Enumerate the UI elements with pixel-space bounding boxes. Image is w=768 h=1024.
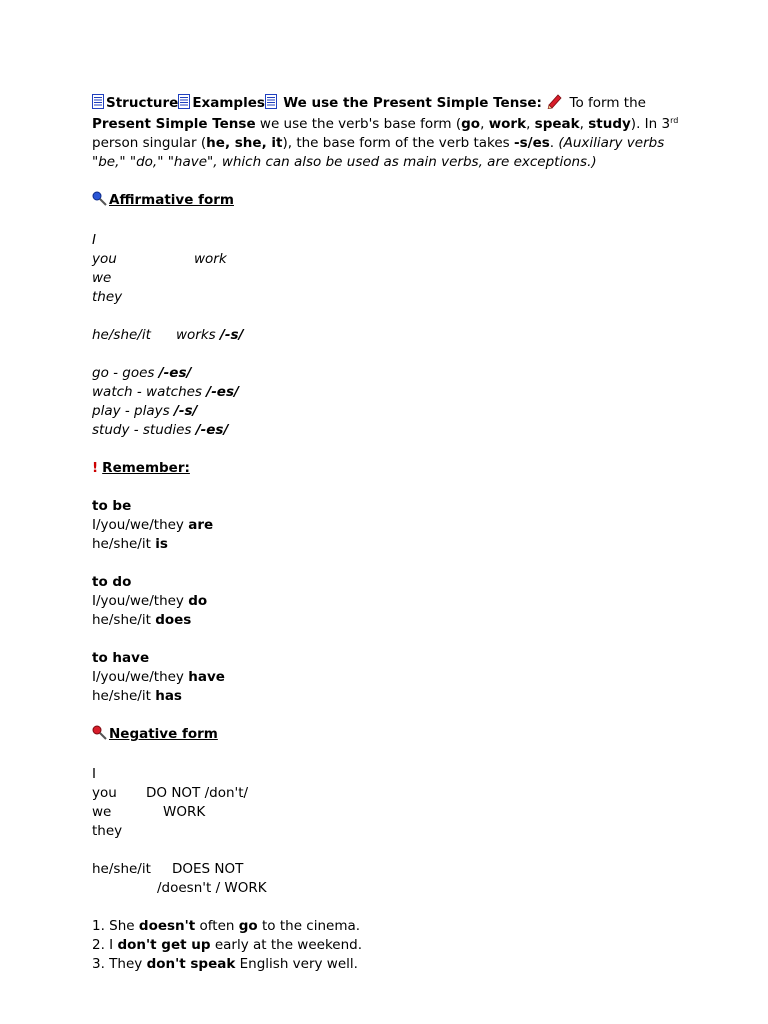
verb-suffix: /-s/ [173, 403, 198, 419]
sentence-bold: don't speak [146, 956, 236, 972]
pronoun: he/she/it [92, 861, 151, 877]
verb-suffix: /-es/ [158, 365, 192, 381]
verb-suffix: /-es/ [206, 384, 239, 400]
auxiliary-verb: DOES NOT [172, 861, 244, 877]
intro-verb: study [588, 116, 631, 132]
pronoun-list: I/you/we/they [92, 517, 189, 533]
example-text: watch - watches [92, 384, 207, 400]
remember-group-be [92, 497, 682, 554]
sentence-bold: doesn't [138, 918, 196, 934]
example-sentence [92, 917, 682, 936]
pronoun-list: he/she/it [92, 612, 156, 628]
document-page [92, 93, 682, 974]
intro-verb: work [488, 116, 527, 132]
pronoun: I [92, 232, 96, 248]
negative-examples [92, 917, 682, 974]
pronoun-list: he/she/it [92, 688, 156, 704]
pencil-icon [546, 93, 563, 115]
intro-text: , [526, 116, 535, 132]
intro-verb: speak [534, 116, 580, 132]
intro-text: . [549, 135, 559, 151]
auxiliary-verb: DO NOT /don't/ [146, 785, 249, 801]
pronoun: we [92, 270, 112, 286]
remember-heading [92, 459, 682, 478]
remember-group-do [92, 573, 682, 630]
sentence-text: 3. They [92, 956, 147, 972]
document-icon [178, 94, 190, 115]
sentence-bold: don't get up [117, 937, 211, 953]
affirmative-heading [92, 191, 682, 212]
examples-link[interactable]: Examples [192, 95, 265, 111]
intro-heading: We use the Present Simple Tense: [283, 95, 542, 111]
intro-text: ). In 3 [630, 116, 671, 132]
exclamation-icon: ! [92, 460, 99, 476]
verb-form: do [188, 593, 208, 609]
verb-suffix: /-s/ [220, 327, 244, 343]
sentence-text: to the cinema. [257, 918, 361, 934]
verb-form: have [188, 669, 225, 685]
affirmative-third-person [92, 326, 682, 345]
negative-heading-label: Negative form [109, 726, 218, 742]
verb-form: does [155, 612, 192, 628]
pronoun-list: I/you/we/they [92, 593, 189, 609]
verb-title: to be [92, 498, 132, 514]
verb-title: to have [92, 650, 150, 666]
pronoun: he/she/it [92, 327, 151, 343]
verb-form: are [188, 517, 214, 533]
intro-bold: Present Simple Tense [92, 116, 256, 132]
example-sentence [92, 936, 682, 955]
intro-verb: go [461, 116, 481, 132]
magnifier-icon [92, 191, 107, 212]
pronoun: they [92, 289, 123, 305]
example-line [92, 421, 682, 440]
negative-table [92, 765, 682, 841]
structure-link[interactable]: Structure [106, 95, 179, 111]
verb-form: work [194, 251, 227, 267]
affirmative-examples [92, 364, 682, 440]
intro-superscript: rd [670, 116, 679, 125]
intro-text: , [480, 116, 489, 132]
intro-text: , [579, 116, 589, 132]
pronoun: I [92, 766, 96, 782]
verb-form: WORK [163, 804, 206, 820]
sentence-text: 1. She [92, 918, 139, 934]
example-line [92, 402, 682, 421]
pronoun-list: he/she/it [92, 536, 156, 552]
intro-text: ), the base form of the verb takes [282, 135, 515, 151]
verb-title: to do [92, 574, 132, 590]
intro-bold: he, she, it [206, 135, 283, 151]
remember-heading-label: Remember: [102, 460, 190, 476]
example-text: go - goes [92, 365, 159, 381]
intro-text: To form the [565, 95, 646, 111]
intro-text: we use the verb's base form ( [255, 116, 462, 132]
example-text: play - plays [92, 403, 174, 419]
document-icon [92, 94, 104, 115]
document-icon [265, 94, 277, 115]
affirmative-table [92, 231, 682, 307]
verb-form: is [155, 536, 168, 552]
pin-icon [92, 725, 107, 746]
pronoun: you [92, 785, 117, 801]
negative-heading [92, 725, 682, 746]
sentence-bold: go [238, 918, 258, 934]
sentence-text: early at the weekend. [210, 937, 363, 953]
affirmative-heading-label: Affirmative form [109, 192, 234, 208]
sentence-text: English very well. [235, 956, 358, 972]
verb-form: /doesn't / WORK [157, 880, 267, 896]
negative-third-person [92, 860, 682, 898]
pronoun: you [92, 251, 117, 267]
example-text: study - studies [92, 422, 196, 438]
pronoun-list: I/you/we/they [92, 669, 189, 685]
example-line [92, 383, 682, 402]
intro-paragraph [92, 93, 682, 172]
verb-form: works [176, 327, 216, 343]
pronoun: we [92, 804, 112, 820]
example-sentence [92, 955, 682, 974]
sentence-text: often [195, 918, 239, 934]
intro-italic-note: (Auxiliary verbs "be," "do," "have", which can also be used as main verbs, are exceptions.) [92, 135, 665, 170]
intro-text: person singular ( [92, 135, 207, 151]
intro-bold: -s/es [514, 135, 550, 151]
verb-form: has [155, 688, 182, 704]
remember-group-have [92, 649, 682, 706]
example-line [92, 364, 682, 383]
sentence-text: 2. I [92, 937, 118, 953]
verb-suffix: /-es/ [195, 422, 229, 438]
pronoun: they [92, 823, 123, 839]
